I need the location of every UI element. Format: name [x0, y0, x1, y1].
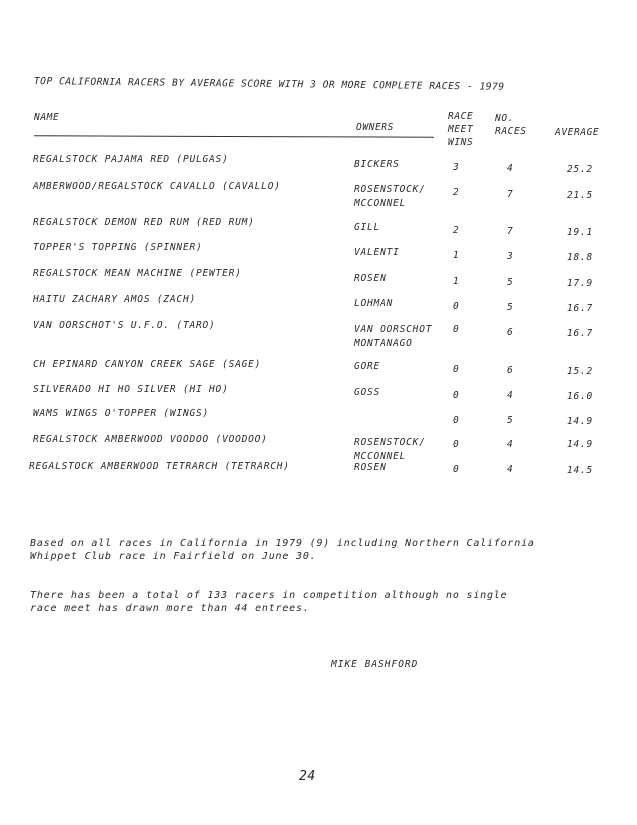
racer-races: 5 [507, 277, 514, 288]
header-average: AVERAGE [555, 127, 600, 138]
racer-name: REGALSTOCK DEMON RED RUM (RED RUM) [33, 217, 255, 228]
racer-races: 4 [507, 163, 514, 174]
racer-average: 16.7 [567, 303, 594, 314]
header-name: NAME [34, 112, 60, 123]
racer-owners: LOHMAN [354, 298, 394, 309]
racer-average: 14.9 [567, 416, 594, 427]
racer-owners: ROSENSTOCK/ MCCONNEL [354, 184, 426, 209]
racer-races: 7 [507, 226, 514, 237]
racer-average: 19.1 [567, 227, 594, 238]
racer-races: 6 [507, 327, 514, 338]
racer-name: CH EPINARD CANYON CREEK SAGE (SAGE) [33, 359, 262, 370]
racer-wins: 1 [453, 250, 460, 261]
racer-races: 4 [507, 439, 514, 450]
racer-wins: 0 [453, 390, 460, 401]
racer-name: WAMS WINGS O'TOPPER (WINGS) [33, 408, 210, 419]
note-total-racers: There has been a total of 133 racers in competition although no single race meet has drawn more than 44 entrees. [30, 590, 508, 614]
racer-name: SILVERADO HI HO SILVER (HI HO) [33, 384, 229, 395]
racer-races: 3 [507, 251, 514, 262]
racer-average: 14.5 [567, 465, 594, 476]
racer-races: 4 [507, 390, 514, 401]
racer-races: 6 [507, 365, 514, 376]
racer-wins: 0 [453, 364, 460, 375]
page-number: 24 [299, 769, 316, 784]
racer-races: 7 [507, 189, 514, 200]
racer-owners: GOSS [354, 387, 381, 398]
racer-wins: 3 [453, 162, 460, 173]
racer-wins: 2 [453, 187, 460, 198]
racer-name: VAN OORSCHOT'S U.F.O. (TARO) [33, 320, 216, 331]
racer-average: 21.5 [567, 190, 594, 201]
racer-name: REGALSTOCK MEAN MACHINE (PEWTER) [33, 268, 242, 279]
racer-owners: ROSEN [354, 462, 387, 473]
racer-wins: 0 [453, 301, 460, 312]
racer-wins: 1 [453, 276, 460, 287]
header-race-meet-wins: RACE MEET WINS [448, 111, 474, 148]
header-no-races: NO. RACES [495, 113, 527, 137]
racer-owners: VALENTI [354, 247, 400, 258]
racer-races: 5 [507, 415, 514, 426]
racer-average: 17.9 [567, 278, 594, 289]
racer-average: 14.9 [567, 439, 594, 450]
racer-races: 4 [507, 464, 514, 475]
racer-average: 16.7 [567, 328, 594, 339]
racer-name: HAITU ZACHARY AMOS (ZACH) [33, 294, 196, 305]
racer-name: REGALSTOCK AMBERWOOD TETRARCH (TETRARCH) [29, 461, 290, 472]
page-title: TOP CALIFORNIA RACERS BY AVERAGE SCORE WITH 3 OR MORE COMPLETE RACES - 1979 [33, 76, 505, 93]
racer-owners: ROSENSTOCK/ MCCONNEL [354, 437, 426, 462]
racer-owners: GILL [354, 222, 381, 233]
note-based-on: Based on all races in California in 1979 (9) including Northern California Whippet Club race in Fairfield on June 30. [30, 538, 535, 562]
racer-owners: GORE [354, 361, 381, 372]
header-owners: OWNERS [356, 122, 394, 133]
racer-average: 18.8 [567, 252, 594, 263]
racer-wins: 2 [453, 225, 460, 236]
signature: MIKE BASHFORD [331, 659, 419, 670]
racer-wins: 0 [453, 439, 460, 450]
racer-owners: BICKERS [354, 159, 400, 170]
racer-name: REGALSTOCK AMBERWOOD VOODOO (VOODOO) [33, 434, 268, 445]
racer-wins: 0 [453, 464, 460, 475]
racer-owners: VAN OORSCHOT MONTANAGO [354, 324, 433, 349]
racer-average: 25.2 [567, 164, 594, 175]
racer-name: TOPPER'S TOPPING (SPINNER) [33, 242, 203, 253]
racer-name: REGALSTOCK PAJAMA RED (PULGAS) [33, 154, 229, 165]
racer-races: 5 [507, 302, 514, 313]
racer-average: 15.2 [567, 366, 594, 377]
racer-average: 16.0 [567, 391, 594, 402]
header-rule [34, 135, 434, 137]
racer-owners: ROSEN [354, 273, 387, 284]
racer-wins: 0 [453, 324, 460, 335]
racer-name: AMBERWOOD/REGALSTOCK CAVALLO (CAVALLO) [33, 181, 281, 192]
racer-wins: 0 [453, 415, 460, 426]
